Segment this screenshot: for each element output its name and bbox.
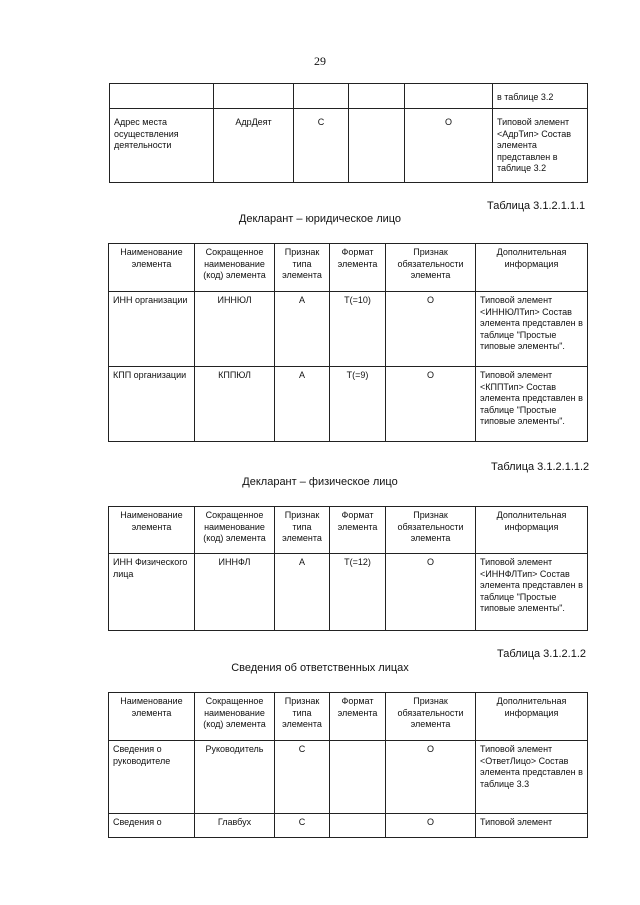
- column-header: Дополнительная информация: [476, 693, 588, 741]
- table-header-row: [109, 244, 588, 292]
- table-cell: [330, 814, 386, 838]
- table-label: Таблица 3.1.2.1.1.1: [487, 200, 586, 212]
- table-label: Таблица 3.1.2.1.2: [497, 648, 586, 660]
- table-cell: КППЮЛ: [195, 367, 275, 442]
- table-row: [109, 367, 588, 442]
- table-cell: О: [386, 741, 476, 814]
- table-cell: [349, 109, 405, 183]
- table-title: Декларант – физическое лицо: [242, 476, 398, 488]
- table-cell: в таблице 3.2: [493, 84, 588, 109]
- table-cell: Сведения о руководителе: [109, 741, 195, 814]
- table-cell: [349, 84, 405, 109]
- table-cell: [294, 84, 349, 109]
- table-cell: ИНН Физического лица: [109, 554, 195, 631]
- table-row: [109, 741, 588, 814]
- table-label: Таблица 3.1.2.1.1.2: [491, 461, 590, 473]
- column-header: Наименование элемента: [109, 693, 195, 741]
- table-title: Сведения об ответственных лицах: [231, 662, 409, 674]
- column-header: Формат элемента: [330, 693, 386, 741]
- table-cell: Адрес места осуществления деятельности: [110, 109, 214, 183]
- table-cell: Руководитель: [195, 741, 275, 814]
- table-cell: ИННЮЛ: [195, 292, 275, 367]
- table-cell: [214, 84, 294, 109]
- table-cell: А: [275, 554, 330, 631]
- column-header: Признак обязательности элемента: [386, 244, 476, 292]
- table-cell: [405, 84, 493, 109]
- table-header-row: [109, 693, 588, 741]
- table-cell: T(=10): [330, 292, 386, 367]
- table-cell: [110, 84, 214, 109]
- table-cell: Типовой элемент <ИННФЛТип> Состав элемента представлен в таблице "Простые типовые элементы".: [476, 554, 588, 631]
- table-cell: ИННФЛ: [195, 554, 275, 631]
- table-cell: Типовой элемент <АдрТип> Состав элемента представлен в таблице 3.2: [493, 109, 588, 183]
- column-header: Признак типа элемента: [275, 507, 330, 554]
- table-cell: Сведения о: [109, 814, 195, 838]
- table-title: Декларант – юридическое лицо: [238, 213, 402, 225]
- table-cell: А: [275, 292, 330, 367]
- column-header: Признак типа элемента: [275, 244, 330, 292]
- column-header: Формат элемента: [330, 507, 386, 554]
- table-cell: ИНН организации: [109, 292, 195, 367]
- table-cell: АдрДеят: [214, 109, 294, 183]
- table-cell: Типовой элемент <КППТип> Состав элемента представлен в таблице "Простые типовые элементы".: [476, 367, 588, 442]
- continuation-table: [109, 83, 588, 183]
- table-row: [110, 84, 588, 109]
- table-cell: О: [386, 292, 476, 367]
- column-header: Дополнительная информация: [476, 507, 588, 554]
- table-row: [109, 554, 588, 631]
- column-header: Наименование элемента: [109, 507, 195, 554]
- table-row: [110, 109, 588, 183]
- table-individual: [108, 506, 588, 631]
- table-cell: Типовой элемент <ОтветЛицо> Состав элемента представлен в таблице 3.3: [476, 741, 588, 814]
- table-cell: С: [275, 814, 330, 838]
- table-cell: КПП организации: [109, 367, 195, 442]
- table-cell: С: [294, 109, 349, 183]
- column-header: Сокращенное наименование (код) элемента: [195, 693, 275, 741]
- table-cell: T(=12): [330, 554, 386, 631]
- column-header: Признак обязательности элемента: [386, 693, 476, 741]
- table-cell: О: [386, 554, 476, 631]
- table-cell: А: [275, 367, 330, 442]
- table-cell: С: [275, 741, 330, 814]
- table-cell: Типовой элемент: [476, 814, 588, 838]
- table-cell: О: [405, 109, 493, 183]
- table-responsible-persons: [108, 692, 588, 838]
- table-row: [109, 814, 588, 838]
- table-header-row: [109, 507, 588, 554]
- column-header: Дополнительная информация: [476, 244, 588, 292]
- table-cell: [330, 741, 386, 814]
- table-row: [109, 292, 588, 367]
- column-header: Признак типа элемента: [275, 693, 330, 741]
- table-cell: О: [386, 367, 476, 442]
- table-legal-entity: [108, 243, 588, 442]
- table-cell: О: [386, 814, 476, 838]
- column-header: Сокращенное наименование (код) элемента: [195, 507, 275, 554]
- table-cell: Типовой элемент <ИННЮЛТип> Состав элемента представлен в таблице "Простые типовые элементы".: [476, 292, 588, 367]
- column-header: Признак обязательности элемента: [386, 507, 476, 554]
- table-cell: T(=9): [330, 367, 386, 442]
- column-header: Сокращенное наименование (код) элемента: [195, 244, 275, 292]
- table-cell: Главбух: [195, 814, 275, 838]
- page-number: 29: [314, 54, 326, 68]
- column-header: Формат элемента: [330, 244, 386, 292]
- column-header: Наименование элемента: [109, 244, 195, 292]
